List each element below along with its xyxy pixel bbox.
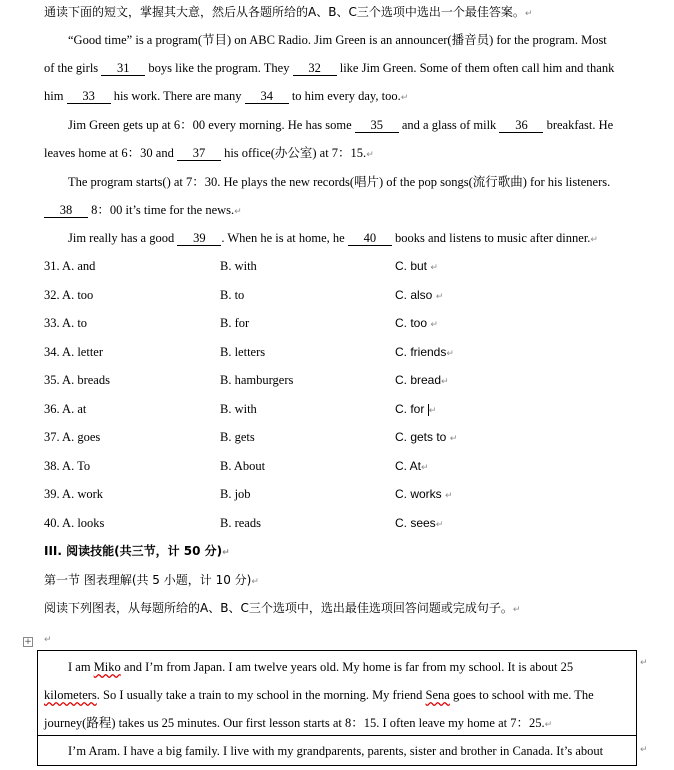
cell-text: I am (68, 660, 94, 674)
table-cell-text (68, 659, 634, 675)
instructions-line (44, 4, 532, 22)
paragraph-mark: ↵ (512, 605, 521, 615)
option-a[interactable]: 37. A. goes (44, 430, 101, 444)
paragraph-mark: ↵ (222, 548, 230, 558)
passage-text: leaves home at 6：30 and (44, 146, 177, 160)
empty-paragraph (44, 630, 52, 648)
passage-text: boys like the program. They (145, 61, 293, 75)
paragraph-mark: ↵ (400, 93, 409, 103)
option-c-label[interactable]: C. sees (395, 516, 436, 530)
subsection-heading-text: 第一节 图表理解(共 5 小题，计 10 分) (44, 573, 252, 587)
option-c (395, 315, 438, 333)
option-b[interactable]: B. About (220, 459, 266, 473)
option-c (395, 486, 453, 504)
blank-38[interactable]: 38 (44, 203, 88, 218)
table-move-handle-icon[interactable]: + (24, 637, 32, 647)
passage-text: to him every day, too. (288, 89, 401, 103)
option-c (395, 458, 429, 476)
option-c-label[interactable]: C. works (395, 487, 442, 501)
paragraph-mark: ↵ (234, 207, 242, 217)
option-b[interactable]: B. gets (220, 430, 255, 444)
option-c-label[interactable]: C. bread (395, 373, 442, 387)
blank-34[interactable]: 34 (245, 89, 289, 104)
paragraph-mark: ↵ (366, 150, 374, 160)
table-cell-text (44, 687, 634, 703)
option-c (395, 515, 443, 533)
option-b[interactable]: B. to (220, 288, 245, 302)
option-a[interactable]: 33. A. to (44, 316, 88, 330)
option-b[interactable]: B. hamburgers (220, 373, 294, 387)
instructions-text: 通读下面的短文，掌握其大意，然后从各题所给的A、B、C三个选项中选出一个最佳答案。 (44, 5, 525, 19)
option-a[interactable]: 31. A. and (44, 259, 96, 273)
paragraph-mark: ↵ (640, 658, 648, 668)
blank-39[interactable]: 39 (177, 231, 221, 246)
instructions-line (44, 600, 520, 618)
option-a[interactable]: 34. A. letter (44, 345, 104, 359)
option-c (395, 372, 449, 390)
option-a[interactable]: 32. A. too (44, 288, 94, 302)
passage-text: his work. There are many (110, 89, 245, 103)
passage-text: Jim really has a good (68, 231, 178, 245)
blank-36[interactable]: 36 (499, 118, 543, 133)
misspelled-word[interactable]: kilometers (44, 688, 97, 702)
option-c-label[interactable]: C. friends (395, 345, 447, 359)
passage-line (68, 117, 613, 133)
paragraph-mark: ↵ (421, 463, 429, 473)
option-a[interactable]: 38. A. To (44, 459, 91, 473)
passage-line (44, 202, 242, 220)
passage-line (44, 88, 408, 106)
passage-text: Jim Green gets up at 6：00 every morning. He has some (68, 118, 355, 132)
passage-text: . When he is at home, he (221, 231, 348, 245)
option-c (395, 429, 457, 447)
blank-33[interactable]: 33 (67, 89, 111, 104)
passage-text: books and listens to music after dinner. (391, 231, 591, 245)
section-heading-text: III. 阅读技能(共三节，计 50 分) (44, 544, 223, 558)
option-b[interactable]: B. with (220, 259, 257, 273)
option-b[interactable]: B. for (220, 316, 250, 330)
paragraph-mark: ↵ (44, 635, 52, 645)
passage-line (68, 174, 610, 190)
cell-text: . So I usually take a train to my school in the morning. My friend (96, 688, 426, 702)
passage-text: him (44, 89, 67, 103)
paragraph-mark: ↵ (446, 349, 454, 359)
blank-40[interactable]: 40 (348, 231, 392, 246)
paragraph-mark: ↵ (441, 377, 449, 387)
paragraph-mark: ↵ (430, 263, 438, 273)
passage-text: and a glass of milk (398, 118, 500, 132)
end-of-row-mark (640, 740, 648, 758)
instructions-text: 阅读下列图表，从每题所给的A、B、C三个选项中，选出最佳选项回答问题或完成句子。 (44, 601, 513, 615)
option-b[interactable]: B. job (220, 487, 251, 501)
cell-text: journey(路程) takes us 25 minutes. Our first lesson starts at 8：15. I often leave my home at 7：25. (44, 716, 545, 730)
section-heading (44, 543, 230, 561)
misspelled-word[interactable]: Miko (93, 660, 121, 674)
paragraph-mark: ↵ (435, 520, 444, 530)
option-b[interactable]: B. reads (220, 516, 261, 530)
blank-32[interactable]: 32 (293, 61, 337, 76)
table-cell-text (68, 743, 634, 759)
option-c-label[interactable]: C. gets to (395, 430, 447, 444)
paragraph-mark: ↵ (445, 491, 453, 501)
option-c (395, 258, 438, 276)
option-a[interactable]: 40. A. looks (44, 516, 105, 530)
passage-text: 8：00 it’s time for the news. (88, 203, 235, 217)
paragraph-mark: ↵ (544, 720, 553, 730)
passage-text: his office(办公室) at 7：15. (220, 146, 367, 160)
option-a[interactable]: 36. A. at (44, 402, 87, 416)
passage-line (68, 32, 607, 48)
passage-line (68, 230, 598, 248)
passage-text: The program starts() at 7：30. He plays the new records(唱片) of the pop songs(流行歌曲) for his listeners. (68, 175, 611, 189)
blank-31[interactable]: 31 (101, 61, 145, 76)
paragraph-mark: ↵ (640, 745, 648, 755)
option-a[interactable]: 39. A. work (44, 487, 104, 501)
option-c (395, 401, 436, 419)
option-c (395, 287, 443, 305)
option-a[interactable]: 35. A. breads (44, 373, 110, 387)
paragraph-mark: ↵ (590, 235, 598, 245)
paragraph-mark: ↵ (251, 577, 259, 587)
end-of-row-mark (640, 653, 648, 671)
cell-text: and I’m from Japan. I am twelve years old. My home is far from my school. It is about 25 (120, 660, 574, 674)
subsection-heading (44, 572, 259, 590)
option-c-label[interactable]: C. too (395, 316, 428, 330)
misspelled-word[interactable]: Sena (425, 688, 450, 702)
option-b[interactable]: B. with (220, 402, 257, 416)
blank-35[interactable]: 35 (355, 118, 399, 133)
paragraph-mark: ↵ (428, 406, 437, 416)
cell-text: I’m Aram. I have a big family. I live with my grandparents, parents, sister and brother in Canada. It’s about (68, 744, 604, 758)
passage-text: of the girls (44, 61, 102, 75)
table-row-divider (37, 735, 637, 736)
option-c-label[interactable]: C. for (395, 402, 425, 416)
paragraph-mark: ↵ (449, 434, 458, 444)
cell-text: goes to school with me. The (449, 688, 594, 702)
blank-37[interactable]: 37 (177, 146, 221, 161)
passage-text: “Good time” is a program(节目) on ABC Radio. Jim Green is an announcer(播音员) for the program. Most (68, 33, 607, 47)
passage-text: breakfast. He (543, 118, 614, 132)
paragraph-mark: ↵ (524, 9, 533, 19)
passage-line (44, 60, 614, 76)
option-c (395, 344, 454, 362)
paragraph-mark: ↵ (430, 320, 438, 330)
option-c-label[interactable]: C. also (395, 288, 433, 302)
table-cell-text (44, 715, 634, 733)
passage-text: like Jim Green. Some of them often call him and thank (336, 61, 615, 75)
option-c-label[interactable]: C. At (395, 459, 422, 473)
option-b[interactable]: B. letters (220, 345, 266, 359)
paragraph-mark: ↵ (435, 292, 444, 302)
passage-line (44, 145, 374, 163)
option-c-label[interactable]: C. but (395, 259, 428, 273)
